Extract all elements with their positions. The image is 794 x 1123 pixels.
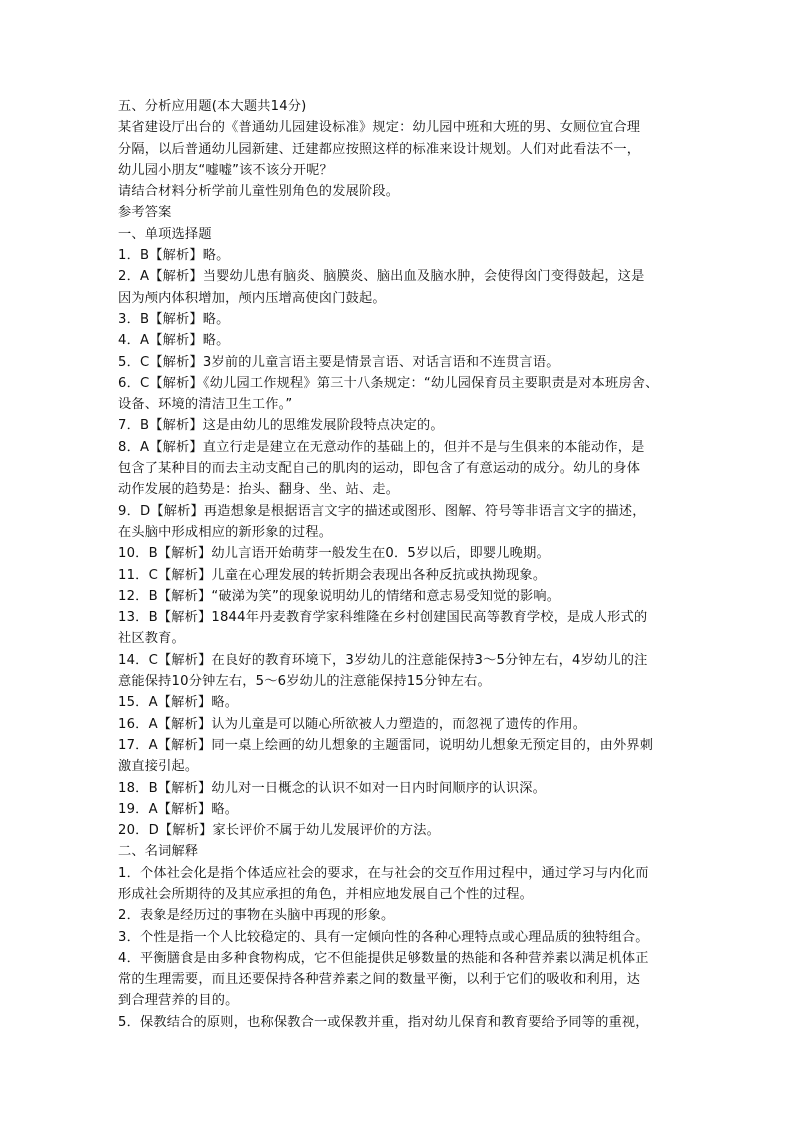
text-line: 17．A【解析】同一桌上绘画的幼儿想象的主题雷同，说明幼儿想象无预定目的，由外界刺 [118,737,654,753]
text-line: 激直接引起。 [118,759,199,775]
text-line: 请结合材料分析学前儿童性别角色的发展阶段。 [118,184,400,200]
text-line: 某省建设厅出台的《普通幼儿园建设标准》规定：幼儿园中班和大班的男、女厕位宜合理 [118,120,641,136]
text-line: 4．平衡膳食是由多种食物构成，它不但能提供足够数量的热能和各种营养素以满足机体正 [118,950,649,966]
text-line: 19．A【解析】略。 [118,801,239,817]
text-line: 社区教育。 [118,631,185,647]
text-line: 15．A【解析】略。 [118,695,239,711]
document-body [118,96,678,1033]
text-line: 10．B【解析】幼儿言语开始萌芽一般发生在0．5岁以后，即婴儿晚期。 [118,546,550,562]
text-line: 9．D【解析】再造想象是根据语言文字的描述或图形、图解、符号等非语言文字的描述， [118,503,646,519]
text-line: 3．个性是指一个人比较稳定的、具有一定倾向性的各种心理特点或心理品质的独特组合。 [118,929,649,945]
text-line: 在头脑中形成相应的新形象的过程。 [118,524,333,540]
text-line: 20．D【解析】家长评价不属于幼儿发展评价的方法。 [118,823,441,839]
text-line: 7．B【解析】这是由幼儿的思维发展阶段特点决定的。 [118,418,444,434]
text-line: 五、分析应用题(本大题共14分) [118,99,307,114]
text-line: 包含了某种目的而去主动支配自己的肌肉的运动，即包含了有意运动的成分。幼儿的身体 [118,461,641,477]
text-line: 5．C【解析】3岁前的儿童言语主要是情景言语、对话言语和不连贯言语。 [118,354,560,370]
text-line: 1．个体社会化是指个体适应社会的要求，在与社会的交互作用过程中，通过学习与内化而 [118,865,649,881]
text-line: 5．保教结合的原则，也称保教合一或保教并重，指对幼儿保育和教育要给予同等的重视， [118,1014,649,1030]
text-line: 分隔，以后普通幼儿园新建、迁建都应按照这样的标准来设计规划。人们对此看法不一， [118,141,641,157]
text-line: 14．C【解析】在良好的教育环境下，3岁幼儿的注意能保持3～5分钟左右，4岁幼儿的注 [118,652,648,668]
text-line: 2．表象是经历过的事物在头脑中再现的形象。 [118,908,395,924]
text-line: 8．A【解析】直立行走是建立在无意动作的基础上的，但并不是与生俱来的本能动作，是 [118,439,645,455]
text-line: 13．B【解析】1844年丹麦教育学家科维隆在乡村创建国民高等教育学校，是成人形式的 [118,610,648,626]
text-line: 3．B【解析】略。 [118,311,230,327]
text-line: 12．B【解析】“破涕为笑”的现象说明幼儿的情绪和意志易受知觉的影响。 [118,588,561,604]
text-line: 形成社会所期待的及其应承担的角色，并相应地发展自己个性的过程。 [118,886,534,902]
text-line: 一、单项选择题 [118,226,212,242]
text-line: 常的生理需要，而且还要保持各种营养素之间的数量平衡，以利于它们的吸收和利用，达 [118,972,641,988]
text-line: 幼儿园小朋友“嘘嘘”该不该分开呢？ [118,162,333,178]
text-line: 2．A【解析】当婴幼儿患有脑炎、脑膜炎、脑出血及脑水肿，会使得囟门变得鼓起，这是 [118,269,645,285]
text-line: 16．A【解析】认为儿童是可以随心所欲被人力塑造的，而忽视了遗传的作用。 [118,716,587,732]
text-line: 11．C【解析】儿童在心理发展的转折期会表现出各种反抗或执拗现象。 [118,567,547,583]
text-line: 1．B【解析】略。 [118,248,230,264]
text-line: 到合理营养的目的。 [118,993,239,1009]
text-line: 动作发展的趋势是：抬头、翻身、坐、站、走。 [118,482,400,498]
text-line: 设备、环境的清洁卫生工作。” [118,397,293,413]
text-line: 18．B【解析】幼儿对一日概念的认识不如对一日内时间顺序的认识深。 [118,780,547,796]
text-line: 参考答案 [118,205,172,221]
text-line: 意能保持10分钟左右，5～6岁幼儿的注意能保持15分钟左右。 [118,674,491,690]
text-line: 二、名词解释 [118,844,199,860]
text-line: 因为颅内体积增加，颅内压增高使囟门鼓起。 [118,290,386,306]
text-line: 6．C【解析】《幼儿园工作规程》第三十八条规定：“幼儿园保育员主要职责是对本班房舍、 [118,375,659,391]
text-line: 4．A【解析】略。 [118,333,230,349]
